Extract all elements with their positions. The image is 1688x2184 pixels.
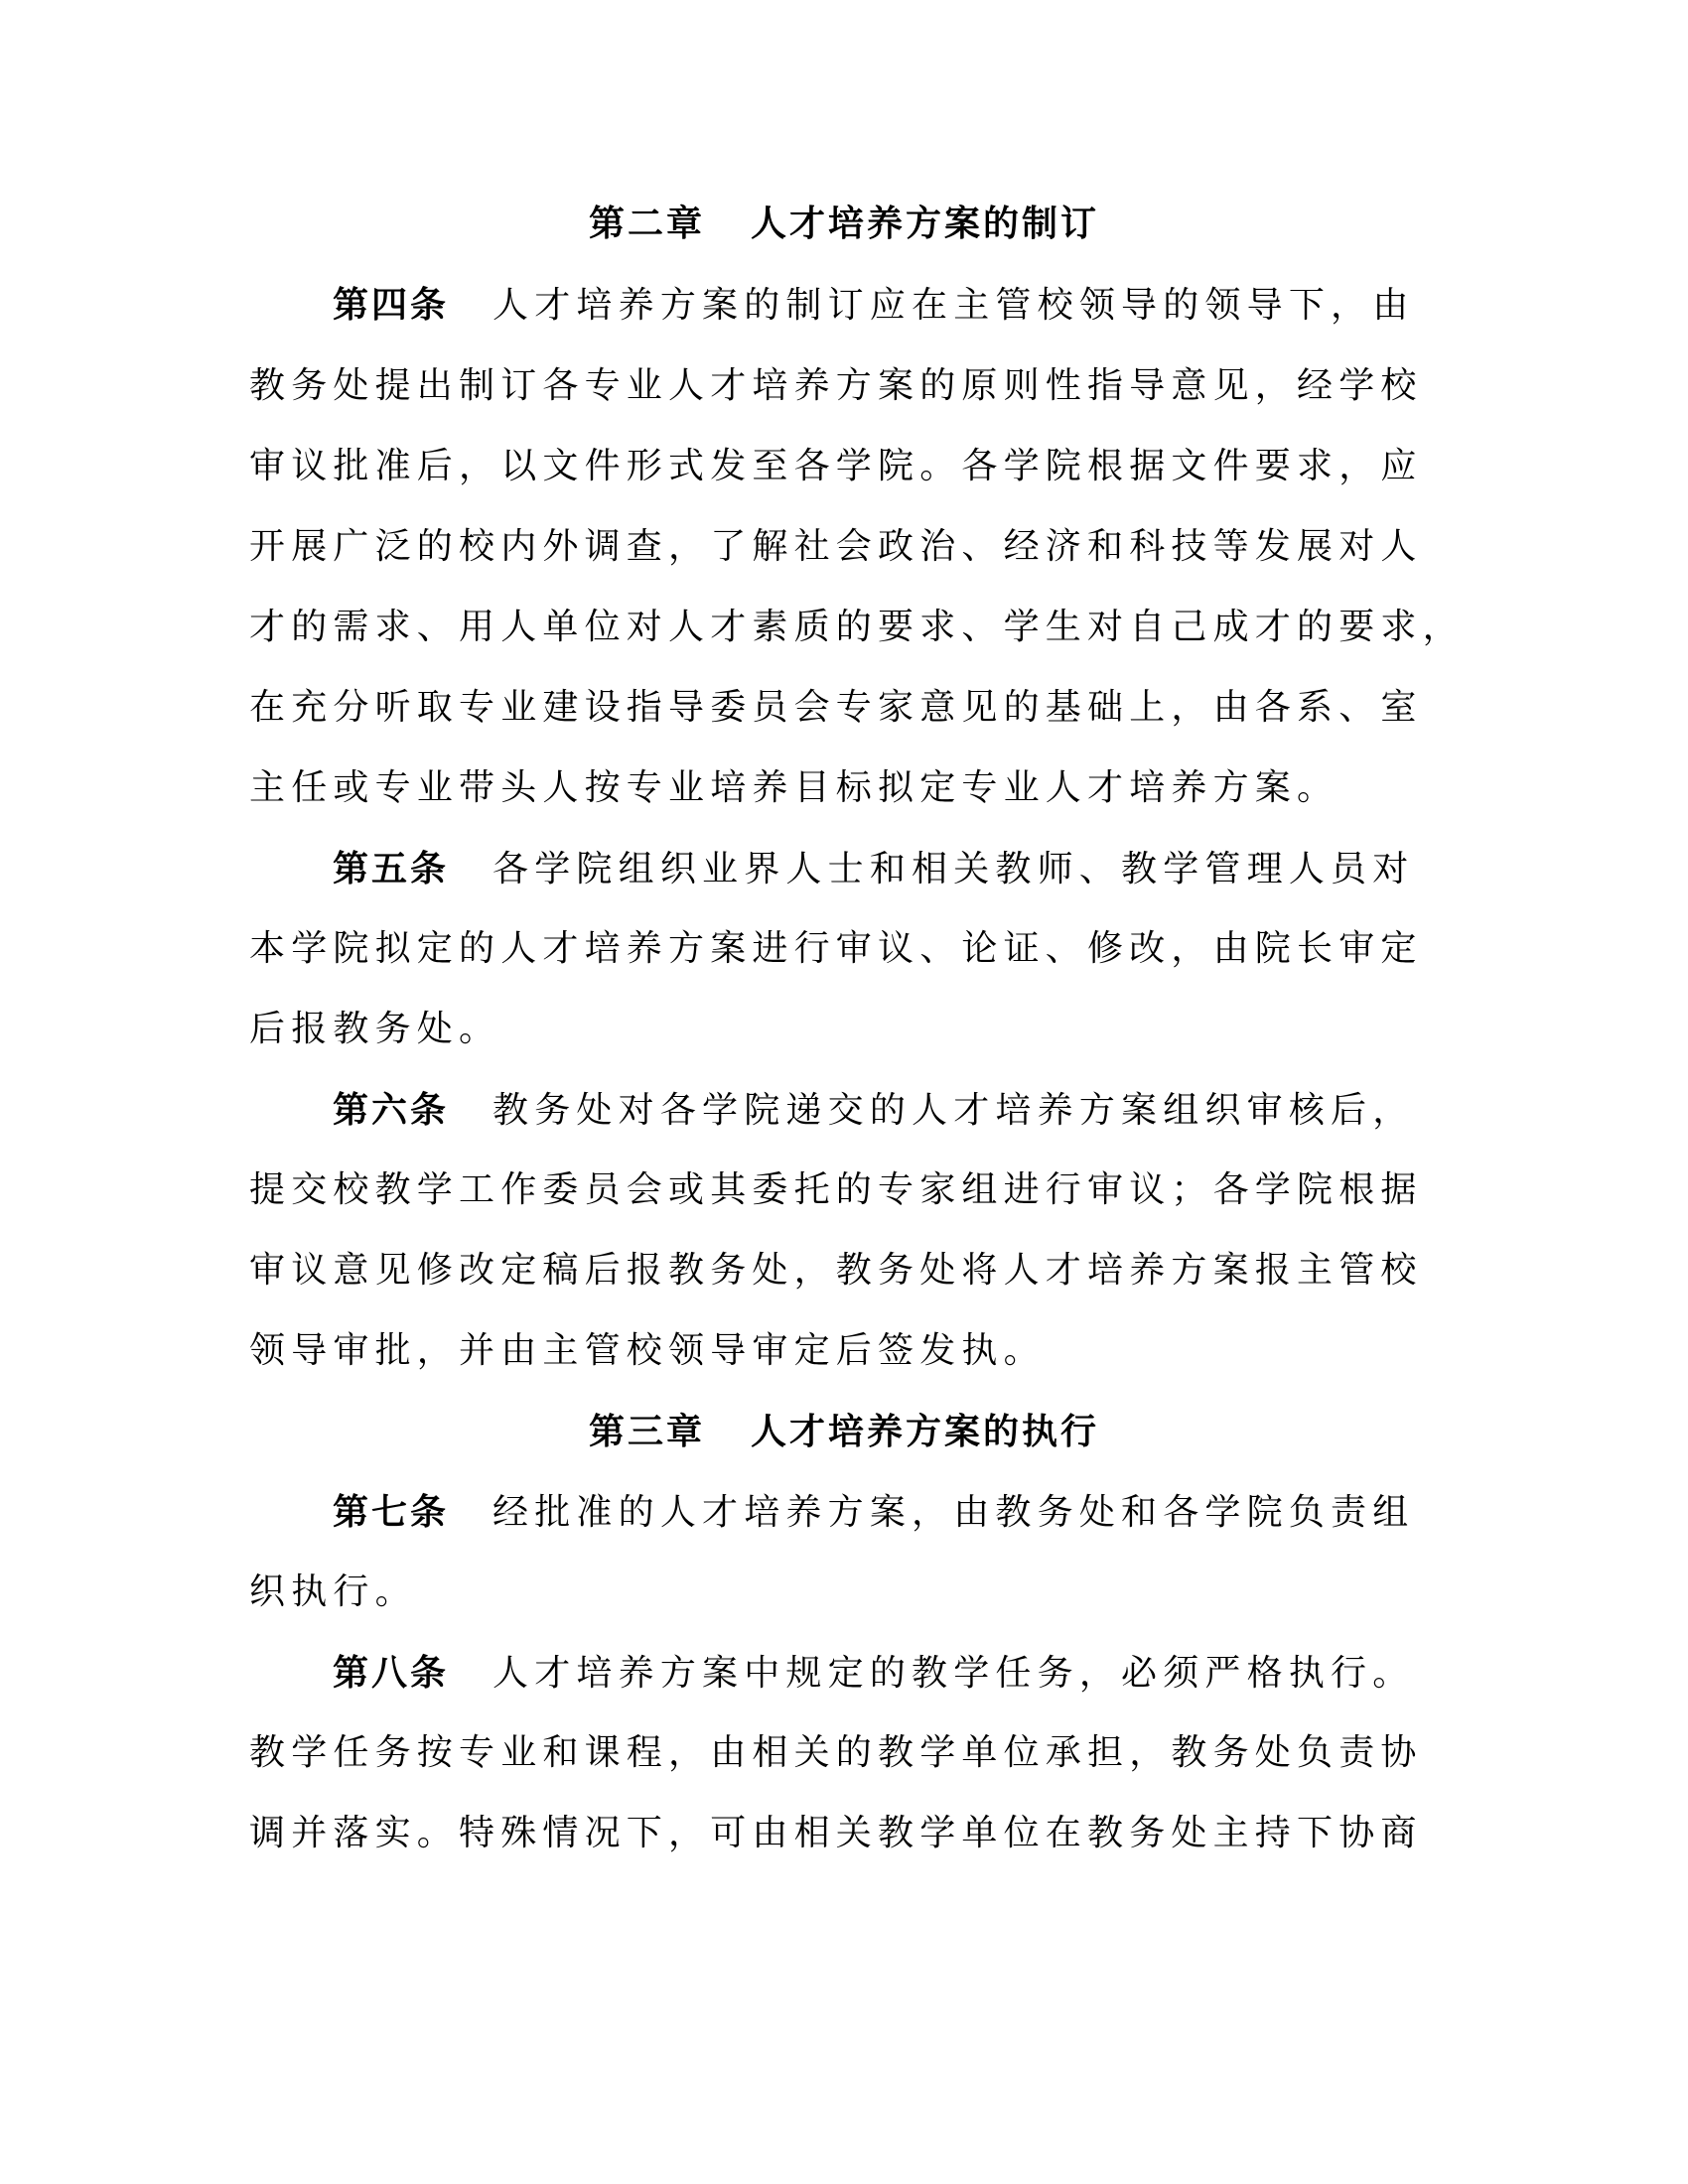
article-7-line-2: 织执行。	[249, 1571, 417, 1612]
article-8-line-2: 教学任务按专业和课程，由相关的教学单位承担，教务处负责协	[249, 1732, 1423, 1773]
chapter-2-title: 人才培养方案的制订	[751, 203, 1100, 244]
chapter-2-number: 第二章	[588, 203, 705, 244]
article-4-line-6: 在充分听取专业建设指导委员会专家意见的基础上，由各系、室	[249, 687, 1423, 728]
article-4-line-4: 开展广泛的校内外调查，了解社会政治、经济和科技等发展对人	[249, 526, 1423, 567]
article-4-label: 第四条	[333, 284, 450, 326]
article-8-line-3: 调并落实。特殊情况下，可由相关教学单位在教务处主持下协商	[249, 1813, 1423, 1853]
article-6-line-2: 提交校教学工作委员会或其委托的专家组进行审议；各学院根据	[249, 1169, 1423, 1210]
article-8-line-1: 第八条 人才培养方案中规定的教学任务，必须严格执行。	[333, 1652, 1415, 1694]
article-5-line-1: 第五条 各学院组织业界人士和相关教师、教学管理人员对	[333, 848, 1415, 889]
article-4-line-1: 第四条 人才培养方案的制订应在主管校领导的领导下，由	[333, 284, 1415, 326]
chapter-2-heading	[0, 200, 1688, 247]
article-7-line-1: 第七条 经批准的人才培养方案，由教务处和各学院负责组	[333, 1491, 1415, 1533]
article-5-line-2: 本学院拟定的人才培养方案进行审议、论证、修改，由院长审定	[249, 928, 1423, 969]
article-6-label: 第六条	[333, 1089, 450, 1131]
article-8-label: 第八条	[333, 1652, 450, 1694]
article-4-line-2: 教务处提出制订各专业人才培养方案的原则性指导意见，经学校	[249, 365, 1423, 406]
chapter-3-number: 第三章	[588, 1411, 705, 1452]
article-6-line-3: 审议意见修改定稿后报教务处，教务处将人才培养方案报主管校	[249, 1250, 1423, 1291]
chapter-3-heading	[0, 1408, 1688, 1455]
article-6-line-1: 第六条 教务处对各学院递交的人才培养方案组织审核后，	[333, 1089, 1415, 1131]
article-6-line-4: 领导审批，并由主管校领导审定后签发执。	[249, 1330, 1046, 1371]
article-4-line-3: 审议批准后，以文件形式发至各学院。各学院根据文件要求，应	[249, 446, 1423, 486]
article-4-line-5: 才的需求、用人单位对人才素质的要求、学生对自己成才的要求，	[249, 607, 1465, 647]
article-5-line-3: 后报教务处。	[249, 1009, 501, 1049]
chapter-3-title: 人才培养方案的执行	[751, 1411, 1100, 1452]
article-5-label: 第五条	[333, 848, 450, 889]
article-4-line-7: 主任或专业带头人按专业培养目标拟定专业人才培养方案。	[249, 767, 1339, 808]
article-7-label: 第七条	[333, 1491, 450, 1533]
